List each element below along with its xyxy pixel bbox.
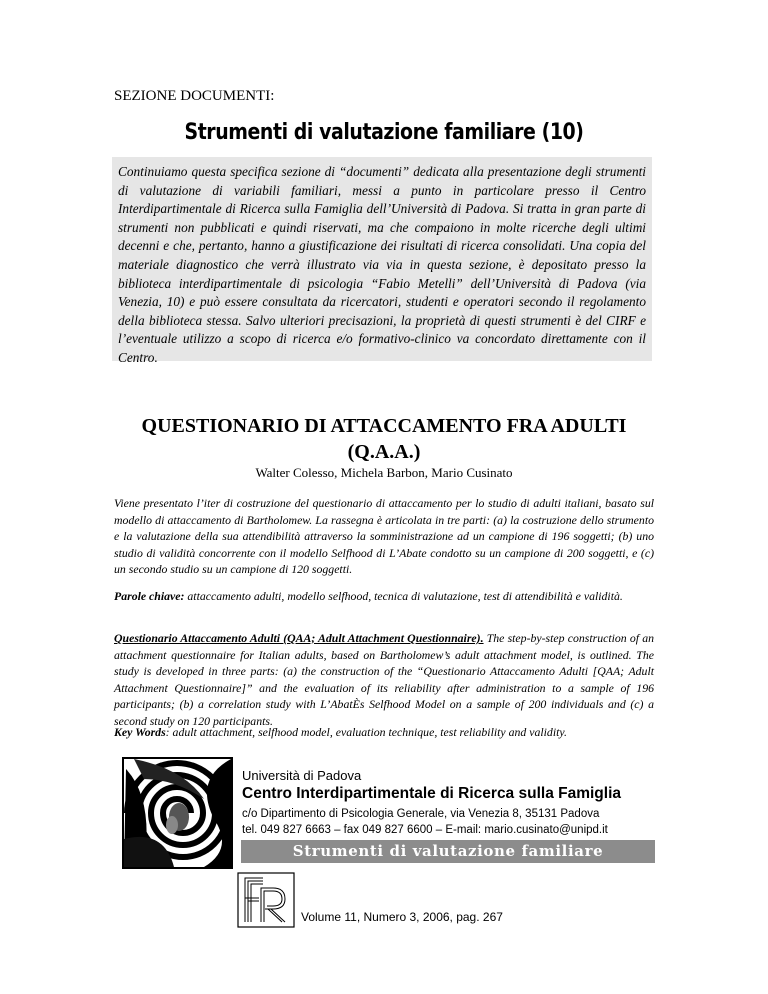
keywords-italian-text: attaccamento adulti, modello selfhood, tecnica di valutazione, test di attendibilità e validità.	[184, 589, 623, 603]
spiral-logo-icon	[124, 759, 231, 867]
article-title	[0, 413, 768, 465]
keywords-english-label: Key Words	[114, 725, 166, 739]
article-title-line2: (Q.A.A.)	[347, 441, 421, 463]
article-title-line1: QUESTIONARIO DI ATTACCAMENTO FRA ADULTI	[141, 415, 627, 437]
keywords-english-text: : adult attachment, selfhood model, evaluation technique, test reliability and validity.	[165, 725, 567, 739]
journal-banner: Strumenti di valutazione familiare	[241, 840, 655, 863]
abstract-english-title: Questionario Attaccamento Adulti (QAA; Adult Attachment Questionnaire).	[114, 631, 484, 645]
series-title: Strumenti di valutazione familiare (10)	[184, 120, 584, 145]
keywords-italian	[114, 588, 654, 605]
keywords-english	[114, 724, 654, 741]
centre-name: Centro Interdipartimentale di Ricerca sulla Famiglia	[242, 785, 621, 802]
section-label: SEZIONE DOCUMENTI:	[114, 88, 275, 104]
intro-text: Continuiamo questa specifica sezione di “documenti” dedicata alla presentazione degli strumenti di valutazione di variabili familiari, messi a punto in particolare presso il Centro Interdipartimentale di Ricerca sulla Famiglia dell’Università di Padova. Si tratta in gran parte di strumenti non pubblicati e quindi riservati, ma che compaiono in molte ricerche degli ultimi decenni e che, pertanto, hanno a giustificazione dei risultati di ricerca consolidati. Una copia del materiale diagnostico che verrà illustrato via via in questa sezione, è depositato presso la biblioteca interdipartimentale di psicologia “Fabio Metelli” dell’Università di Padova (via Venezia, 10) e può essere consultata da ricercatori, studenti e operatori secondo il regolamento della biblioteca stessa. Salvo ulteriori precisazioni, la proprietà di questi strumenti è del CIRF e l’eventuale utilizzo a scopo di ricerca e/o formativo-clinico va concordato direttamente con il Centro.	[118, 164, 646, 365]
intro-box	[112, 157, 652, 365]
fr-monogram-icon	[237, 872, 295, 928]
abstract-english-text: The step-by-step construction of an attachment questionnaire for Italian adults, based on Bartholomew’s adult attachment model, is outlined. The study is developed in three parts: (a) the construction of the “Questionario Attaccamento Adulti [QAA; Adult Attachment Questionnaire]” and the evaluation of its reliability after administration to a sample of 196 participants; (b) a correlation study with L’AbatÈs Selfhood Model on a sample of 200 individuals and (c) a second study on 120 participants.	[114, 631, 655, 728]
centre-address: c/o Dipartimento di Psicologia Generale, via Venezia 8, 35131 Padova	[242, 808, 600, 820]
volume-info: Volume 11, Numero 3, 2006, pag. 267	[301, 910, 503, 924]
cirf-logo	[122, 757, 233, 869]
authors: Walter Colesso, Michela Barbon, Mario Cusinato	[255, 465, 513, 480]
centre-contacts: tel. 049 827 6663 – fax 049 827 6600 – E-mail: mario.cusinato@unipd.it	[242, 824, 608, 836]
abstract-english	[114, 630, 654, 729]
abstract-italian: Viene presentato l’iter di costruzione del questionario di attaccamento per lo studio di adulti italiani, basato sul modello di attaccamento di Bartholomew. La rassegna è articolata in tre parti: (a) la costruzione dello strumento e la valutazione della sua attendibilità attraverso la somministrazione ad un campione di 196 soggetti; (b) uno studio di validità concorrente con il modello Selfhood di L’Abate condotto su un campione di 200 soggetti, e (c) un secondo studio su un campione di 120 soggetti.	[114, 496, 654, 576]
keywords-italian-label: Parole chiave:	[114, 589, 185, 603]
journal-monogram	[237, 872, 295, 928]
university-name: Università di Padova	[242, 768, 362, 783]
